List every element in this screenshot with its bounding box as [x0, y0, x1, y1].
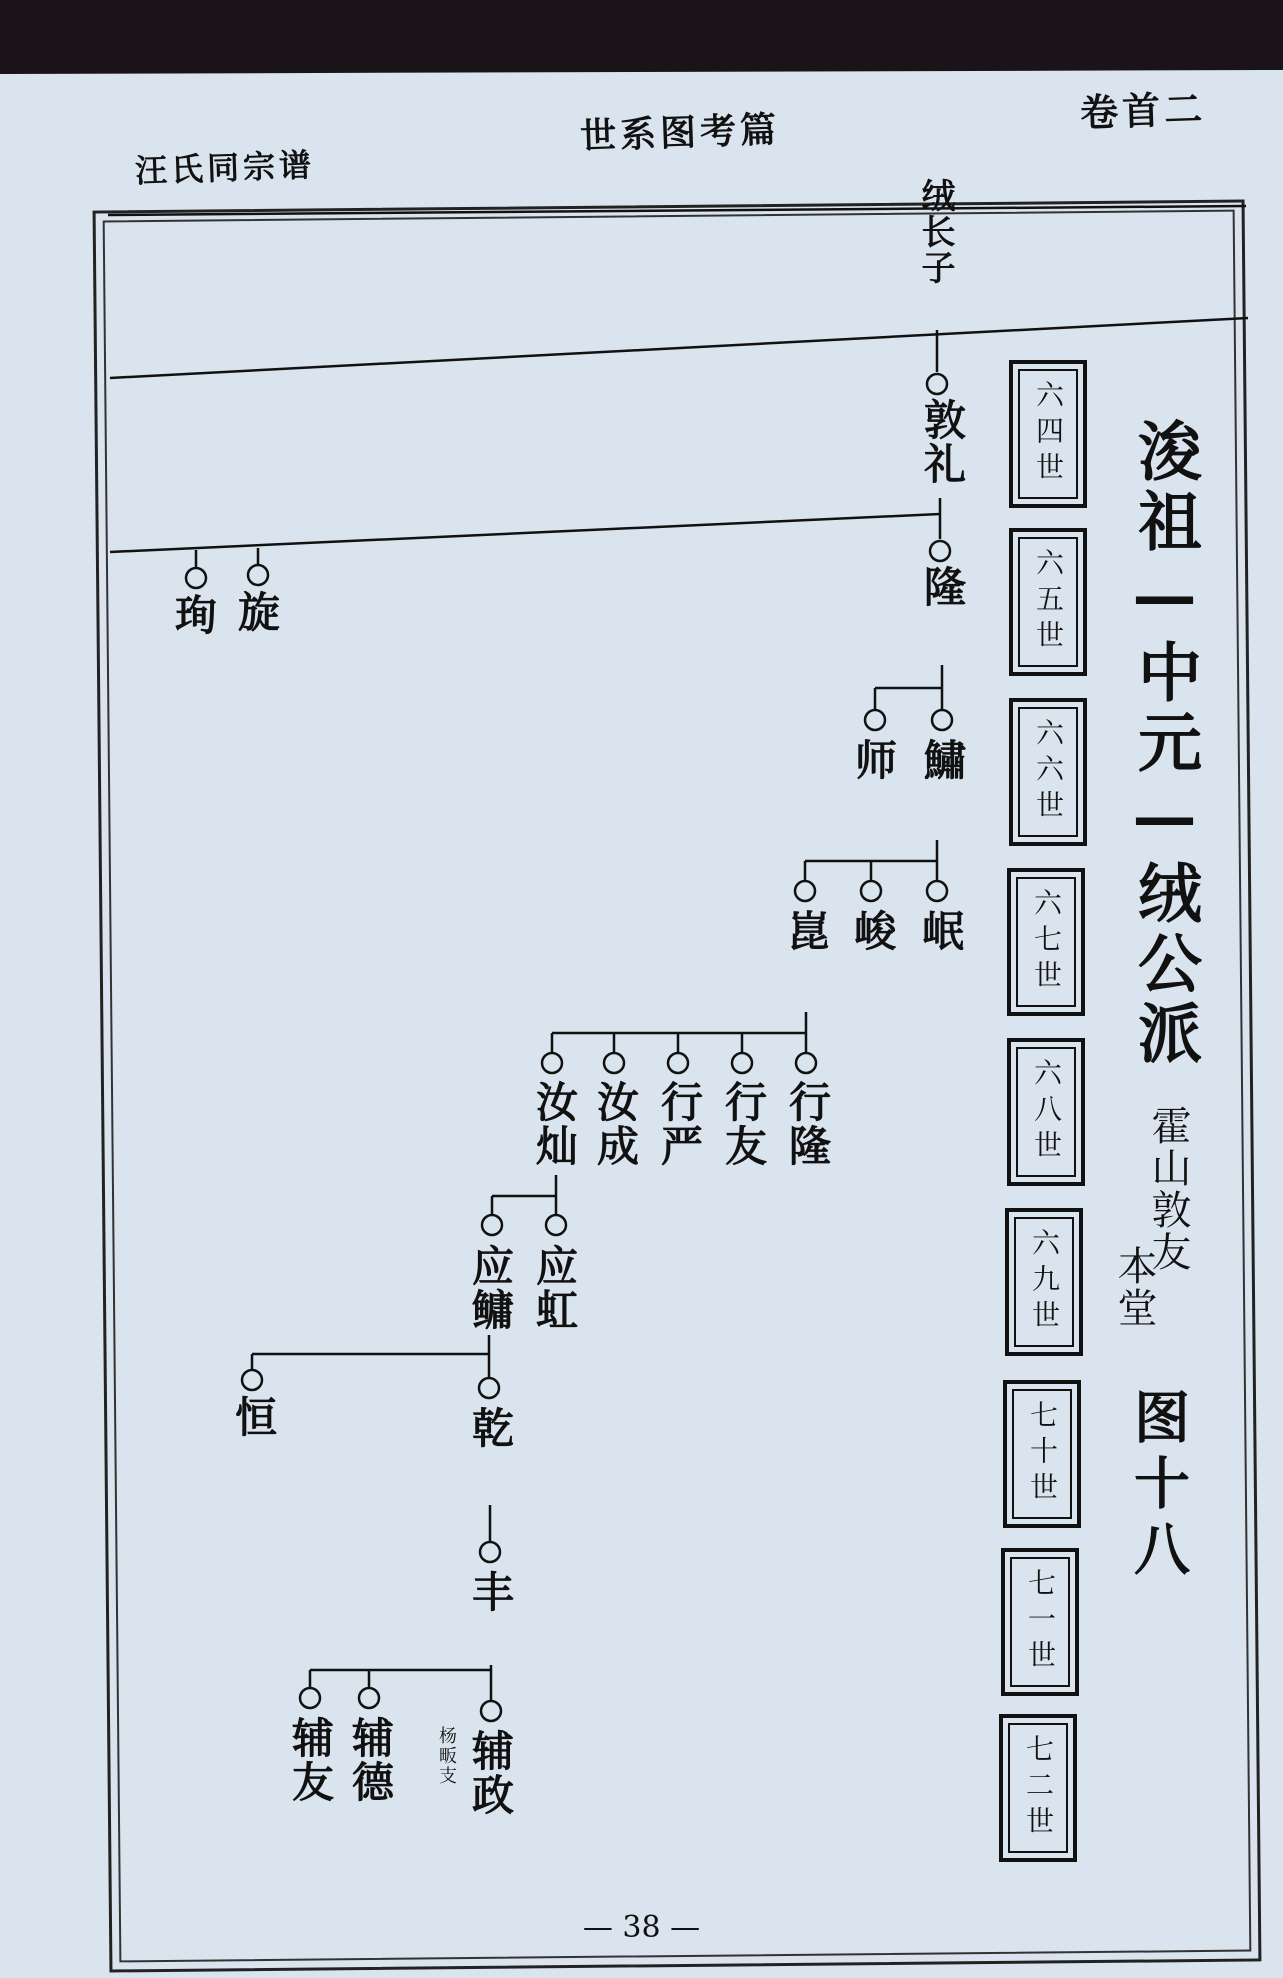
node-circle	[479, 1378, 499, 1398]
person-fu-you: 辅友	[286, 1716, 335, 1804]
node-circle	[795, 881, 815, 901]
node-circle	[865, 710, 885, 730]
person-shi: 师	[849, 738, 898, 782]
person-long: 隆	[918, 565, 967, 609]
person-ru-can: 汝灿	[530, 1080, 579, 1168]
generation-70: 七十世	[1003, 1380, 1081, 1528]
person-xing-yan: 行严	[655, 1080, 704, 1168]
person-ru-cheng: 汝成	[591, 1080, 640, 1168]
node-circle	[300, 1688, 320, 1708]
node-circle	[861, 881, 881, 901]
section-title: 世系图考篇	[579, 108, 781, 158]
generation-66: 六六世	[1009, 698, 1087, 846]
node-circle	[248, 565, 268, 585]
generation-72: 七二世	[999, 1714, 1077, 1862]
person-fu-de: 辅德	[346, 1716, 395, 1804]
node-circle	[927, 881, 947, 901]
node-circle	[796, 1053, 816, 1073]
node-circle	[932, 710, 952, 730]
node-circle	[481, 1701, 501, 1721]
volume-label: 卷首二	[1079, 85, 1207, 136]
generation-64: 六四世	[1009, 360, 1087, 508]
person-hu: 鱐	[918, 738, 967, 782]
node-circle	[930, 541, 950, 561]
person-ying-hong: 应虹	[530, 1244, 579, 1332]
person-dunli: 敦礼	[918, 398, 967, 486]
node-circle	[480, 1542, 500, 1562]
person-heng: 恒	[229, 1395, 278, 1439]
branch-note: 杨畈支	[436, 1726, 457, 1786]
frame-rule	[108, 206, 1246, 215]
node-circle	[604, 1053, 624, 1073]
node-circle	[242, 1370, 262, 1390]
person-xuan: 旋	[232, 590, 281, 634]
node-circle	[186, 568, 206, 588]
generation-65: 六五世	[1009, 528, 1087, 676]
node-circle	[732, 1053, 752, 1073]
person-min: 岷	[916, 909, 965, 953]
branch-name-1: 霍山敦友	[1145, 1105, 1191, 1273]
generation-69: 六九世	[1005, 1208, 1083, 1356]
person-qian: 乾	[466, 1406, 515, 1450]
node-circle	[927, 374, 947, 394]
figure-number: 图十八	[1125, 1388, 1191, 1586]
page-number: — 38 —	[582, 1910, 701, 1945]
node-circle	[546, 1215, 566, 1235]
person-kun: 崑	[782, 909, 831, 953]
frame-rule	[110, 514, 940, 552]
person-feng: 丰	[466, 1570, 515, 1614]
person-ying-yong: 应鳙	[466, 1244, 515, 1332]
ancestor-label: 绒长子	[915, 178, 955, 286]
node-circle	[359, 1688, 379, 1708]
node-circle	[482, 1215, 502, 1235]
node-circle	[668, 1053, 688, 1073]
node-circle	[542, 1053, 562, 1073]
generation-67: 六七世	[1007, 868, 1085, 1016]
generation-71: 七一世	[1001, 1548, 1079, 1696]
book-title: 汪氏同宗谱	[134, 145, 316, 191]
person-gou: 珣	[169, 593, 218, 637]
person-xing-you: 行友	[719, 1080, 768, 1168]
lineage-title: 浚祖—中元—绒公派	[1127, 418, 1202, 1070]
person-jun: 峻	[848, 909, 897, 953]
person-xing-long: 行隆	[783, 1080, 832, 1168]
generation-68: 六八世	[1007, 1038, 1085, 1186]
branch-name-2: 本堂	[1111, 1245, 1157, 1329]
person-fu-zheng: 辅政	[466, 1729, 515, 1817]
